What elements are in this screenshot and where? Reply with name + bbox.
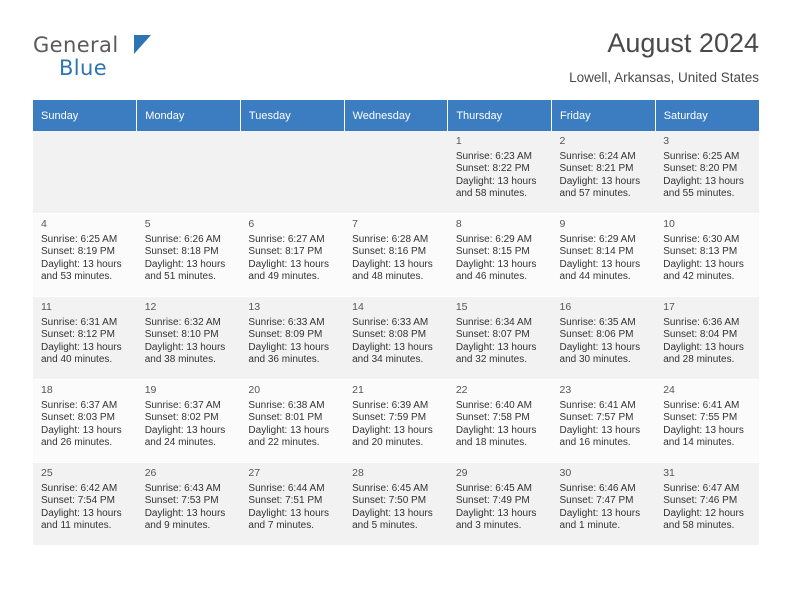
day-info-line: and 22 minutes. — [248, 437, 320, 449]
day-info-line: Sunset: 8:21 PM — [559, 163, 634, 175]
calendar-day-cell[interactable] — [137, 463, 241, 546]
weekday-header-wednesday: Wednesday — [344, 100, 448, 131]
day-info-line: and 48 minutes. — [352, 271, 424, 283]
day-info-line: Sunrise: 6:28 AM — [352, 233, 429, 245]
day-number: 18 — [41, 384, 53, 396]
day-info-line: Sunrise: 6:34 AM — [455, 316, 532, 328]
day-info-line: Sunset: 7:53 PM — [144, 495, 219, 507]
day-info-line: Sunrise: 6:37 AM — [144, 399, 221, 411]
calendar-day-cell[interactable] — [552, 297, 656, 380]
day-info-line: Sunrise: 6:46 AM — [559, 482, 636, 494]
calendar-day-cell[interactable] — [448, 297, 552, 380]
day-info-line: Sunset: 8:12 PM — [41, 329, 115, 341]
day-info-line: Sunrise: 6:25 AM — [41, 233, 118, 245]
day-info-line: and 58 minutes. — [455, 188, 527, 200]
day-info-line: Daylight: 13 hours — [41, 424, 122, 436]
calendar-day-cell[interactable] — [552, 214, 656, 297]
calendar-day-cell[interactable] — [448, 380, 552, 463]
day-number: 6 — [248, 218, 255, 230]
calendar-table — [33, 100, 759, 546]
day-info-line: Daylight: 13 hours — [455, 341, 537, 353]
day-info-line: Sunrise: 6:38 AM — [248, 399, 325, 411]
day-info-line: Daylight: 13 hours — [663, 341, 744, 353]
calendar-empty-cell — [240, 131, 344, 214]
day-info-line: Sunset: 8:19 PM — [41, 246, 115, 258]
day-number: 26 — [144, 467, 157, 479]
day-info-line: Sunset: 7:47 PM — [559, 495, 634, 507]
day-info-line: and 7 minutes. — [248, 520, 315, 532]
day-info-line: Daylight: 13 hours — [144, 507, 226, 519]
day-info-line: and 57 minutes. — [559, 188, 631, 200]
day-number: 14 — [352, 301, 364, 313]
day-info-line: Sunset: 7:57 PM — [559, 412, 634, 424]
day-info-line: and 44 minutes. — [559, 271, 631, 283]
calendar-day-cell[interactable] — [448, 463, 552, 546]
calendar-day-cell[interactable] — [33, 380, 137, 463]
day-info-line: and 9 minutes. — [144, 520, 211, 532]
weekday-header-monday: Monday — [137, 100, 241, 131]
day-number: 30 — [559, 467, 572, 479]
calendar-day-cell[interactable] — [448, 131, 552, 214]
calendar-day-cell[interactable] — [240, 214, 344, 297]
day-info-line: Daylight: 13 hours — [455, 424, 537, 436]
day-number: 7 — [352, 218, 358, 230]
day-info-line: Sunset: 7:55 PM — [663, 412, 738, 424]
title-block — [569, 26, 759, 89]
calendar-day-cell[interactable] — [655, 463, 759, 546]
day-info-line: Sunset: 8:10 PM — [144, 329, 219, 341]
calendar-day-cell[interactable] — [240, 463, 344, 546]
day-info-line: Sunset: 8:02 PM — [144, 412, 219, 424]
day-info-line: Sunset: 8:03 PM — [41, 412, 115, 424]
day-info-line: Daylight: 13 hours — [144, 258, 226, 270]
day-number: 16 — [559, 301, 572, 313]
calendar-empty-cell — [344, 131, 448, 214]
day-info-line: Sunset: 8:22 PM — [455, 163, 530, 175]
day-info-line: Daylight: 12 hours — [663, 507, 744, 519]
day-info-line: and 20 minutes. — [352, 437, 424, 449]
day-info-line: Daylight: 13 hours — [352, 507, 433, 519]
weekday-header-tuesday: Tuesday — [240, 100, 344, 131]
day-info-line: Daylight: 13 hours — [663, 424, 744, 436]
day-info-line: Sunset: 7:46 PM — [663, 495, 738, 507]
day-info-line: Sunset: 8:04 PM — [663, 329, 738, 341]
day-number: 13 — [248, 301, 261, 313]
calendar-day-cell[interactable] — [655, 131, 759, 214]
day-number: 17 — [663, 301, 675, 313]
day-info-line: Sunrise: 6:23 AM — [455, 150, 532, 162]
calendar-day-cell[interactable] — [552, 380, 656, 463]
day-info-line: Daylight: 13 hours — [248, 424, 330, 436]
day-info-line: Sunset: 8:20 PM — [663, 163, 738, 175]
day-info-line: and 24 minutes. — [144, 437, 216, 449]
calendar-day-cell[interactable] — [240, 380, 344, 463]
day-info-line: Sunrise: 6:27 AM — [248, 233, 325, 245]
calendar-week-row — [33, 380, 759, 463]
day-info-line: and 38 minutes. — [144, 354, 216, 366]
day-info-line: Daylight: 13 hours — [559, 424, 641, 436]
calendar-day-cell[interactable] — [344, 463, 448, 546]
day-number: 27 — [248, 467, 261, 479]
day-info-line: Sunset: 8:09 PM — [248, 329, 323, 341]
day-info-line: Daylight: 13 hours — [559, 341, 641, 353]
calendar-week-row — [33, 297, 759, 380]
day-info-line: Daylight: 13 hours — [352, 258, 433, 270]
day-info-line: Sunrise: 6:41 AM — [559, 399, 636, 411]
day-info-line: Sunrise: 6:32 AM — [144, 316, 221, 328]
day-info-line: and 58 minutes. — [663, 520, 735, 532]
day-info-line: Sunset: 8:07 PM — [455, 329, 530, 341]
calendar-day-cell[interactable] — [137, 214, 241, 297]
day-number: 28 — [352, 467, 364, 479]
day-info-line: Daylight: 13 hours — [144, 424, 226, 436]
day-info-line: Sunset: 8:16 PM — [352, 246, 427, 258]
day-info-line: and 28 minutes. — [663, 354, 735, 366]
logo-text-blue: Blue — [59, 56, 108, 80]
day-info-line: and 55 minutes. — [663, 188, 735, 200]
day-info-line: Sunrise: 6:25 AM — [663, 150, 740, 162]
calendar-day-cell[interactable] — [137, 380, 241, 463]
calendar-day-cell[interactable] — [448, 214, 552, 297]
calendar-empty-cell — [33, 131, 137, 214]
day-info-line: Sunrise: 6:33 AM — [248, 316, 325, 328]
calendar-day-cell[interactable] — [33, 463, 137, 546]
calendar-day-cell[interactable] — [655, 380, 759, 463]
day-info-line: Sunrise: 6:45 AM — [352, 482, 429, 494]
day-number: 29 — [455, 467, 468, 479]
day-info-line: Daylight: 13 hours — [352, 424, 433, 436]
day-number: 31 — [663, 467, 675, 479]
day-info-line: Sunrise: 6:29 AM — [455, 233, 532, 245]
day-number: 9 — [559, 218, 566, 230]
day-info-line: Sunset: 8:13 PM — [663, 246, 738, 258]
day-info-line: Sunset: 7:49 PM — [455, 495, 530, 507]
calendar-day-cell[interactable] — [137, 297, 241, 380]
day-info-line: Daylight: 13 hours — [663, 258, 744, 270]
day-number: 15 — [455, 301, 468, 313]
day-info-line: and 46 minutes. — [455, 271, 527, 283]
day-info-line: and 32 minutes. — [455, 354, 527, 366]
day-info-line: Daylight: 13 hours — [455, 507, 537, 519]
day-info-line: and 5 minutes. — [352, 520, 418, 532]
day-number: 3 — [663, 135, 670, 147]
page-title: August 2024 — [607, 28, 759, 58]
day-info-line: Sunrise: 6:40 AM — [455, 399, 532, 411]
day-info-line: Sunset: 7:58 PM — [455, 412, 530, 424]
day-info-line: and 3 minutes. — [455, 520, 522, 532]
day-info-line: Sunrise: 6:45 AM — [455, 482, 532, 494]
day-number: 11 — [41, 301, 52, 313]
day-info-line: Daylight: 13 hours — [352, 341, 433, 353]
day-info-line: and 1 minute. — [559, 520, 621, 532]
day-info-line: Daylight: 13 hours — [248, 507, 330, 519]
day-info-line: Sunrise: 6:24 AM — [559, 150, 636, 162]
day-info-line: Sunset: 7:51 PM — [248, 495, 323, 507]
day-number: 24 — [663, 384, 675, 396]
day-info-line: Daylight: 13 hours — [41, 341, 122, 353]
day-number: 21 — [352, 384, 364, 396]
calendar-day-cell[interactable] — [344, 380, 448, 463]
day-info-line: Sunset: 8:08 PM — [352, 329, 427, 341]
day-info-line: and 11 minutes. — [41, 520, 112, 532]
calendar-day-cell[interactable] — [552, 463, 656, 546]
calendar-week-row — [33, 214, 759, 297]
calendar-week-row — [33, 131, 759, 214]
day-info-line: Daylight: 13 hours — [559, 258, 641, 270]
day-info-line: Sunset: 8:15 PM — [455, 246, 530, 258]
calendar-day-cell[interactable] — [240, 297, 344, 380]
logo[interactable] — [33, 34, 233, 86]
day-info-line: Daylight: 13 hours — [663, 175, 744, 187]
day-info-line: and 16 minutes. — [559, 437, 631, 449]
day-number: 19 — [144, 384, 157, 396]
day-info-line: and 42 minutes. — [663, 271, 735, 283]
flag-icon — [134, 35, 151, 54]
day-number: 4 — [41, 218, 47, 230]
calendar-day-cell[interactable] — [344, 297, 448, 380]
day-number: 12 — [144, 301, 157, 313]
day-info-line: Sunrise: 6:33 AM — [352, 316, 429, 328]
weekday-header-sunday: Sunday — [33, 100, 137, 131]
location-subtitle: Lowell, Arkansas, United States — [569, 70, 759, 85]
calendar-day-cell[interactable] — [552, 131, 656, 214]
day-info-line: Sunrise: 6:31 AM — [41, 316, 118, 328]
day-info-line: Sunrise: 6:29 AM — [559, 233, 636, 245]
day-info-line: Sunset: 8:06 PM — [559, 329, 634, 341]
day-info-line: Sunset: 8:18 PM — [144, 246, 219, 258]
day-info-line: and 30 minutes. — [559, 354, 631, 366]
calendar-day-cell[interactable] — [344, 214, 448, 297]
day-number: 8 — [455, 218, 462, 230]
day-info-line: and 26 minutes. — [41, 437, 113, 449]
day-info-line: and 51 minutes. — [144, 271, 216, 283]
calendar-day-cell[interactable] — [33, 297, 137, 380]
page-header — [33, 26, 759, 100]
day-info-line: Sunrise: 6:30 AM — [663, 233, 740, 245]
weekday-header-friday: Friday — [552, 100, 656, 131]
day-info-line: and 49 minutes. — [248, 271, 320, 283]
day-info-line: Sunset: 7:59 PM — [352, 412, 427, 424]
day-info-line: Daylight: 13 hours — [248, 258, 330, 270]
day-info-line: Sunrise: 6:43 AM — [144, 482, 221, 494]
day-info-line: Daylight: 13 hours — [559, 175, 641, 187]
day-info-line: Daylight: 13 hours — [144, 341, 226, 353]
day-info-line: Sunrise: 6:36 AM — [663, 316, 740, 328]
day-info-line: Sunrise: 6:39 AM — [352, 399, 429, 411]
day-number: 25 — [41, 467, 53, 479]
day-info-line: Daylight: 13 hours — [455, 258, 537, 270]
day-info-line: Daylight: 13 hours — [41, 507, 122, 519]
logo-text-general: General — [33, 33, 119, 57]
day-info-line: and 36 minutes. — [248, 354, 320, 366]
weekday-header-saturday: Saturday — [655, 100, 759, 131]
day-info-line: Sunset: 8:17 PM — [248, 246, 323, 258]
calendar-day-cell[interactable] — [33, 214, 137, 297]
day-info-line: Daylight: 13 hours — [559, 507, 641, 519]
day-info-line: Sunrise: 6:35 AM — [559, 316, 636, 328]
day-info-line: Sunrise: 6:42 AM — [41, 482, 118, 494]
day-number: 20 — [248, 384, 261, 396]
day-number: 23 — [559, 384, 572, 396]
day-info-line: Sunrise: 6:37 AM — [41, 399, 118, 411]
day-info-line: Sunset: 8:14 PM — [559, 246, 634, 258]
calendar-day-cell[interactable] — [655, 297, 759, 380]
calendar-empty-cell — [137, 131, 241, 214]
day-info-line: Daylight: 13 hours — [455, 175, 537, 187]
day-info-line: and 34 minutes. — [352, 354, 424, 366]
day-info-line: and 14 minutes. — [663, 437, 735, 449]
calendar-week-row — [33, 463, 759, 546]
day-info-line: Sunrise: 6:26 AM — [144, 233, 221, 245]
day-info-line: Sunrise: 6:47 AM — [663, 482, 740, 494]
day-number: 5 — [144, 218, 151, 230]
day-info-line: Sunrise: 6:41 AM — [663, 399, 740, 411]
day-info-line: and 40 minutes. — [41, 354, 113, 366]
day-info-line: and 18 minutes. — [455, 437, 527, 449]
day-info-line: Daylight: 13 hours — [41, 258, 122, 270]
day-info-line: and 53 minutes. — [41, 271, 113, 283]
day-info-line: Sunset: 8:01 PM — [248, 412, 323, 424]
day-number: 10 — [663, 218, 675, 230]
calendar-day-cell[interactable] — [655, 214, 759, 297]
weekday-header-row — [33, 100, 759, 131]
day-number: 22 — [455, 384, 468, 396]
day-info-line: Sunset: 7:50 PM — [352, 495, 427, 507]
day-number: 2 — [559, 135, 566, 147]
day-info-line: Daylight: 13 hours — [248, 341, 330, 353]
day-info-line: Sunset: 7:54 PM — [41, 495, 115, 507]
weekday-header-thursday: Thursday — [448, 100, 552, 131]
day-number: 1 — [455, 135, 462, 147]
day-info-line: Sunrise: 6:44 AM — [248, 482, 325, 494]
